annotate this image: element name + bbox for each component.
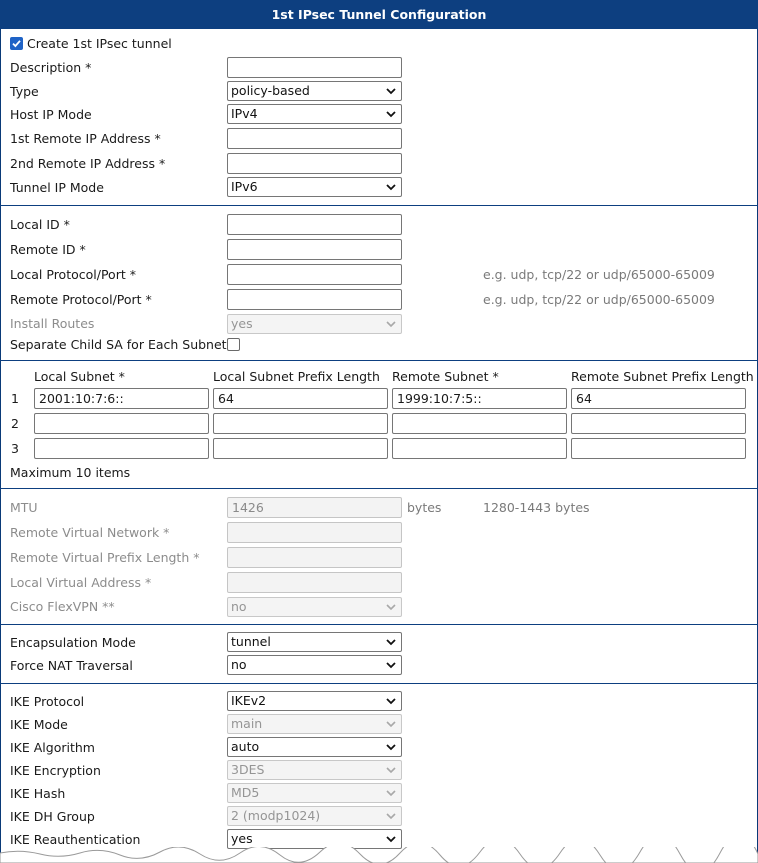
host-ip-mode-value: IPv4 [231, 106, 258, 121]
remote-ip-1-label: 1st Remote IP Address * [10, 131, 161, 146]
subnet-row-number: 1 [11, 391, 19, 406]
ike-dh-group-value: 2 (modp1024) [231, 808, 321, 823]
remote-prefix-input[interactable] [571, 413, 746, 434]
ike-protocol-select[interactable] [227, 691, 402, 711]
chevron-down-icon [384, 717, 398, 731]
description-input[interactable] [227, 57, 402, 78]
local-id-label: Local ID * [10, 217, 70, 232]
torn-edge [0, 847, 758, 863]
local-id-input[interactable] [227, 214, 402, 235]
tunnel-ip-mode-value: IPv6 [231, 179, 258, 194]
local-subnet-header: Local Subnet * [34, 369, 125, 384]
chevron-down-icon [384, 740, 398, 754]
chevron-down-icon [384, 635, 398, 649]
remote-virtual-prefix-label: Remote Virtual Prefix Length * [10, 550, 200, 565]
chevron-down-icon [384, 694, 398, 708]
remote-protocol-input[interactable] [227, 289, 402, 310]
force-nat-value: no [231, 657, 247, 672]
chevron-down-icon [384, 832, 398, 846]
section-divider [0, 205, 758, 206]
local-protocol-hint: e.g. udp, tcp/22 or udp/65000-65009 [483, 267, 715, 282]
cisco-flexvpn-label: Cisco FlexVPN ** [10, 599, 115, 614]
create-tunnel-label: Create 1st IPsec tunnel [27, 36, 172, 51]
local-virtual-address-input [227, 572, 402, 593]
local-prefix-header: Local Subnet Prefix Length [213, 369, 380, 384]
remote-protocol-label: Remote Protocol/Port * [10, 292, 152, 307]
install-routes-label: Install Routes [10, 316, 95, 331]
host-ip-mode-select[interactable] [227, 104, 402, 124]
checkmark-icon [11, 38, 22, 49]
remote-ip-2-label: 2nd Remote IP Address * [10, 156, 166, 171]
remote-prefix-input[interactable] [571, 438, 746, 459]
subnet-row-number: 3 [11, 441, 19, 456]
separate-child-sa-label: Separate Child SA for Each Subnet [10, 337, 227, 352]
cisco-flexvpn-value: no [231, 599, 247, 614]
ike-hash-label: IKE Hash [10, 786, 66, 801]
local-protocol-input[interactable] [227, 264, 402, 285]
encapsulation-mode-value: tunnel [231, 634, 271, 649]
mtu-unit: bytes [407, 500, 442, 515]
ike-algorithm-select[interactable] [227, 737, 402, 757]
chevron-down-icon [384, 658, 398, 672]
chevron-down-icon [384, 84, 398, 98]
ike-reauth-value: yes [231, 831, 253, 846]
ike-mode-value: main [231, 716, 263, 731]
install-routes-value: yes [231, 316, 253, 331]
local-subnet-input[interactable] [34, 438, 209, 459]
ike-encryption-label: IKE Encryption [10, 763, 101, 778]
cisco-flexvpn-select [227, 597, 402, 617]
local-subnet-input[interactable] [34, 413, 209, 434]
ike-dh-group-label: IKE DH Group [10, 809, 95, 824]
remote-virtual-prefix-input [227, 547, 402, 568]
ike-hash-select [227, 783, 402, 803]
ike-hash-value: MD5 [231, 785, 260, 800]
encapsulation-mode-select[interactable] [227, 632, 402, 652]
remote-virtual-network-label: Remote Virtual Network * [10, 525, 170, 540]
chevron-down-icon [384, 809, 398, 823]
max-items-note: Maximum 10 items [10, 465, 131, 480]
chevron-down-icon [384, 107, 398, 121]
panel-title: 1st IPsec Tunnel Configuration [0, 0, 758, 29]
ike-algorithm-label: IKE Algorithm [10, 740, 95, 755]
ike-reauth-label: IKE Reauthentication [10, 832, 141, 847]
mtu-label: MTU [10, 500, 38, 515]
remote-id-input[interactable] [227, 239, 402, 260]
ike-mode-select [227, 714, 402, 734]
create-tunnel-checkbox[interactable] [10, 37, 23, 50]
ike-algorithm-value: auto [231, 739, 260, 754]
section-divider [0, 624, 758, 625]
remote-prefix-header: Remote Subnet Prefix Length [571, 369, 754, 384]
remote-prefix-input[interactable] [571, 388, 746, 409]
force-nat-select[interactable] [227, 655, 402, 675]
section-divider [0, 488, 758, 489]
remote-ip-1-input[interactable] [227, 128, 402, 149]
section-divider [0, 683, 758, 684]
force-nat-label: Force NAT Traversal [10, 658, 133, 673]
ike-protocol-label: IKE Protocol [10, 694, 85, 709]
remote-subnet-header: Remote Subnet * [392, 369, 499, 384]
chevron-down-icon [384, 763, 398, 777]
local-virtual-address-label: Local Virtual Address * [10, 575, 152, 590]
host-ip-mode-label: Host IP Mode [10, 107, 92, 122]
tunnel-ip-mode-select[interactable] [227, 177, 402, 197]
ike-protocol-value: IKEv2 [231, 693, 267, 708]
subnet-row-number: 2 [11, 416, 19, 431]
remote-virtual-network-input [227, 522, 402, 543]
remote-id-label: Remote ID * [10, 242, 86, 257]
encapsulation-mode-label: Encapsulation Mode [10, 635, 136, 650]
chevron-down-icon [384, 317, 398, 331]
chevron-down-icon [384, 786, 398, 800]
ike-reauth-select[interactable] [227, 829, 402, 849]
remote-subnet-input[interactable] [392, 388, 567, 409]
ike-encryption-value: 3DES [231, 762, 265, 777]
local-prefix-input[interactable] [213, 388, 388, 409]
local-protocol-label: Local Protocol/Port * [10, 267, 136, 282]
remote-protocol-hint: e.g. udp, tcp/22 or udp/65000-65009 [483, 292, 715, 307]
separate-child-sa-checkbox[interactable] [227, 338, 240, 351]
remote-subnet-input[interactable] [392, 413, 567, 434]
section-divider [0, 360, 758, 361]
description-label: Description * [10, 60, 92, 75]
local-subnet-input[interactable] [34, 388, 209, 409]
tunnel-ip-mode-label: Tunnel IP Mode [10, 180, 104, 195]
type-value: policy-based [231, 83, 310, 98]
ike-dh-group-select [227, 806, 402, 826]
mtu-range: 1280-1443 bytes [483, 500, 590, 515]
ike-encryption-select [227, 760, 402, 780]
chevron-down-icon [384, 180, 398, 194]
local-prefix-input[interactable] [213, 413, 388, 434]
remote-subnet-input[interactable] [392, 438, 567, 459]
chevron-down-icon [384, 600, 398, 614]
local-prefix-input[interactable] [213, 438, 388, 459]
ike-mode-label: IKE Mode [10, 717, 68, 732]
mtu-input [227, 497, 402, 518]
remote-ip-2-input[interactable] [227, 153, 402, 174]
type-label: Type [10, 84, 39, 99]
type-select[interactable] [227, 81, 402, 101]
install-routes-select [227, 314, 402, 334]
